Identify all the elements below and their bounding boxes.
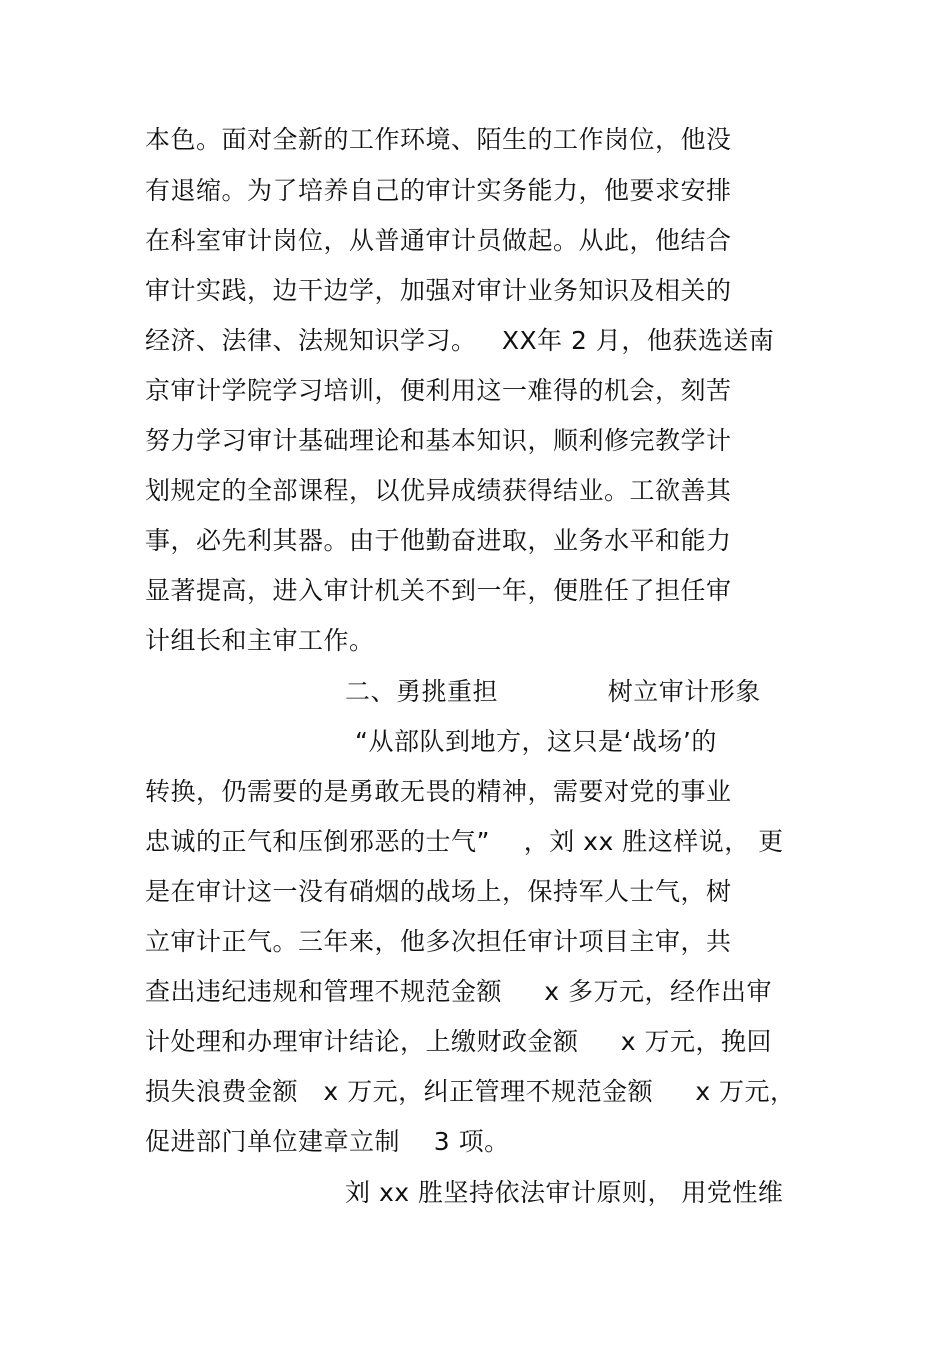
text-line: 京审计学院学习培训，便利用这一难得的机会，刻苦 [145, 376, 732, 405]
text-line: 立审计正气。三年来，他多次担任审计项目主审，共 [145, 927, 732, 956]
text-line: 有退缩。为了培养自己的审计实务能力，他要求安排 [145, 176, 732, 205]
text-line: 本色。面对全新的工作环境、陌生的工作岗位，他没 [145, 125, 732, 154]
text-line: 是在审计这一没有硝烟的战场上，保持军人士气，树 [145, 877, 732, 906]
text-line: 在科室审计岗位，从普通审计员做起。从此，他结合 [145, 226, 732, 255]
text-line: 经济、法律、法规知识学习。 XX年 2 月，他获选送南 [145, 326, 775, 355]
text-line: “从部队到地方，这只是‘战场’的 [355, 727, 717, 756]
text-line: 努力学习审计基础理论和基本知识，顺利修完教学计 [145, 426, 732, 455]
text-line: 损失浪费金额 x 万元，纠正管理不规范金额 x 万元， [145, 1077, 796, 1106]
text-line: 转换，仍需要的是勇敢无畏的精神，需要对党的事业 [145, 777, 732, 806]
text-line: 计组长和主审工作。 [145, 626, 375, 655]
text-line: 促进部门单位建章立制 3 项。 [145, 1127, 510, 1156]
text-line: 事，必先利其器。由于他勤奋进取，业务水平和能力 [145, 526, 732, 555]
text-line: 显著提高，进入审计机关不到一年，便胜任了担任审 [145, 576, 732, 605]
text-line: 刘 xx 胜坚持依法审计原则， 用党性维 [345, 1178, 784, 1207]
section-heading: 二、勇挑重担 树立审计形象 [345, 677, 761, 706]
text-line: 划规定的全部课程，以优异成绩获得结业。工欲善其 [145, 476, 732, 505]
text-line: 忠诚的正气和压倒邪恶的士气” ，刘 xx 胜这样说， 更 [145, 827, 784, 856]
text-line: 计处理和办理审计结论，上缴财政金额 x 万元，挽回 [145, 1027, 772, 1056]
text-line: 审计实践，边干边学，加强对审计业务知识及相关的 [145, 276, 732, 305]
text-line: 查出违纪违规和管理不规范金额 x 多万元，经作出审 [145, 977, 772, 1006]
